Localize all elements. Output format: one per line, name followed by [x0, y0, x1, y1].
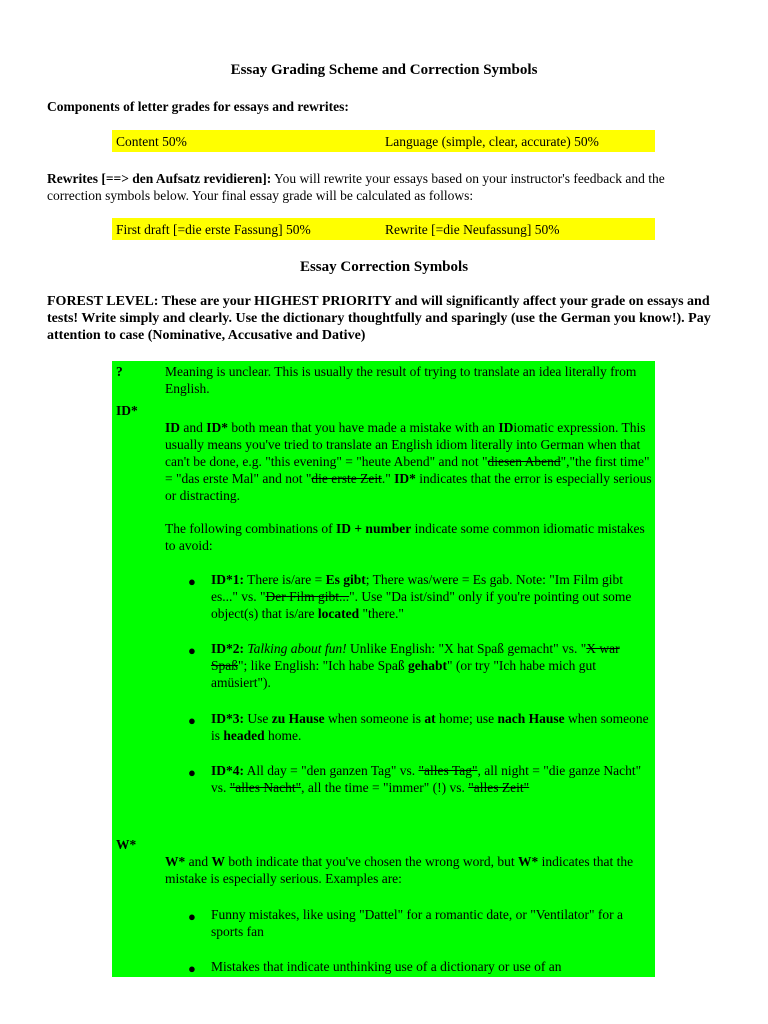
- bullet-icon: ●: [188, 643, 196, 658]
- draft-weights-bar: [112, 218, 655, 240]
- components-heading: Components of letter grades for essays and rewrites:: [47, 99, 349, 114]
- symbol-id: ID*: [116, 403, 138, 418]
- id3-item: ID*3: Use zu Hause when someone is at home; use nach Hause when someone is headed home.: [211, 711, 649, 743]
- rewrites-label: Rewrites [==> den Aufsatz revidieren]:: [47, 171, 272, 186]
- correction-symbols-table: [112, 361, 655, 977]
- symbol-question: ?: [116, 364, 123, 379]
- rewrites-text: You will rewrite your essays based on your instructor's feedback and the correction symbols below. Your final essay grade will be calculated as follows:: [47, 171, 665, 203]
- bullet-icon: ●: [188, 765, 196, 780]
- id-description: ID and ID* both mean that you have made a mistake with an IDiomatic expression. This usually means you've tried to translate an English idiom literally into German when that can't be done, e.g. "this evening" = "heute Abend" and not "diesen Abend","the first time" = "das erste Mal" and not "die erste Zeit." ID* indicates that the error is especially serious or distracting.: [165, 420, 652, 503]
- id1-item: ID*1: There is/are = Es gibt; There was/were = Es gab. Note: "Im Film gibt es..." vs. "Der Film gibt...". Use "Da ist/sind" only if you're pointing out some object(s) that is/are located "there.": [211, 572, 632, 621]
- grade-components-bar: [112, 130, 655, 152]
- rewrites-paragraph: [47, 170, 717, 204]
- forest-level-paragraph: FOREST LEVEL: These are your HIGHEST PRIORITY and will significantly affect your grade on essays and tests! Write simply and clearly. Use the dictionary thoughtfully and sparingly (use the German you know!). Pay attention to case (Nominative, Accusative and Dative): [47, 294, 711, 343]
- w-example-1: Funny mistakes, like using "Dattel" for a romantic date, or "Ventilator" for a sports fan: [211, 907, 623, 939]
- bullet-icon: ●: [188, 574, 196, 589]
- page-title: Essay Grading Scheme and Correction Symbols: [230, 62, 538, 78]
- content-weight: Content 50%: [116, 134, 187, 149]
- w-description: W* and W both indicate that you've chosen the wrong word, but W* indicates that the mistake is especially serious. Examples are:: [165, 854, 634, 886]
- symbol-w: W*: [116, 837, 137, 852]
- id-combinations-intro: The following combinations of ID + number indicate some common idiomatic mistakes to avoid:: [165, 521, 645, 553]
- w-example-2: Mistakes that indicate unthinking use of a dictionary or use of an: [211, 959, 562, 974]
- language-weight: Language (simple, clear, accurate) 50%: [385, 134, 599, 149]
- first-draft-weight: First draft [=die erste Fassung] 50%: [116, 222, 311, 237]
- id4-item: ID*4: All day = "den ganzen Tag" vs. "alles Tag", all night = "die ganze Nacht" vs. "alles Nacht", all the time = "immer" (!) vs. "alles Zeit": [211, 763, 642, 795]
- bullet-icon: ●: [188, 713, 196, 728]
- bullet-icon: ●: [188, 909, 196, 924]
- rewrite-weight: Rewrite [=die Neufassung] 50%: [385, 222, 560, 237]
- symbols-title: Essay Correction Symbols: [299, 259, 469, 275]
- symbol-question-desc: Meaning is unclear. This is usually the result of trying to translate an idea literally from English.: [165, 364, 637, 396]
- bullet-icon: ●: [188, 961, 196, 976]
- id2-item: ID*2: Talking about fun! Unlike English: "X hat Spaß gemacht" vs. "X war Spaß"; like English: "Ich habe Spaß gehabt" (or try "Ich habe mich gut amüsiert").: [211, 641, 620, 690]
